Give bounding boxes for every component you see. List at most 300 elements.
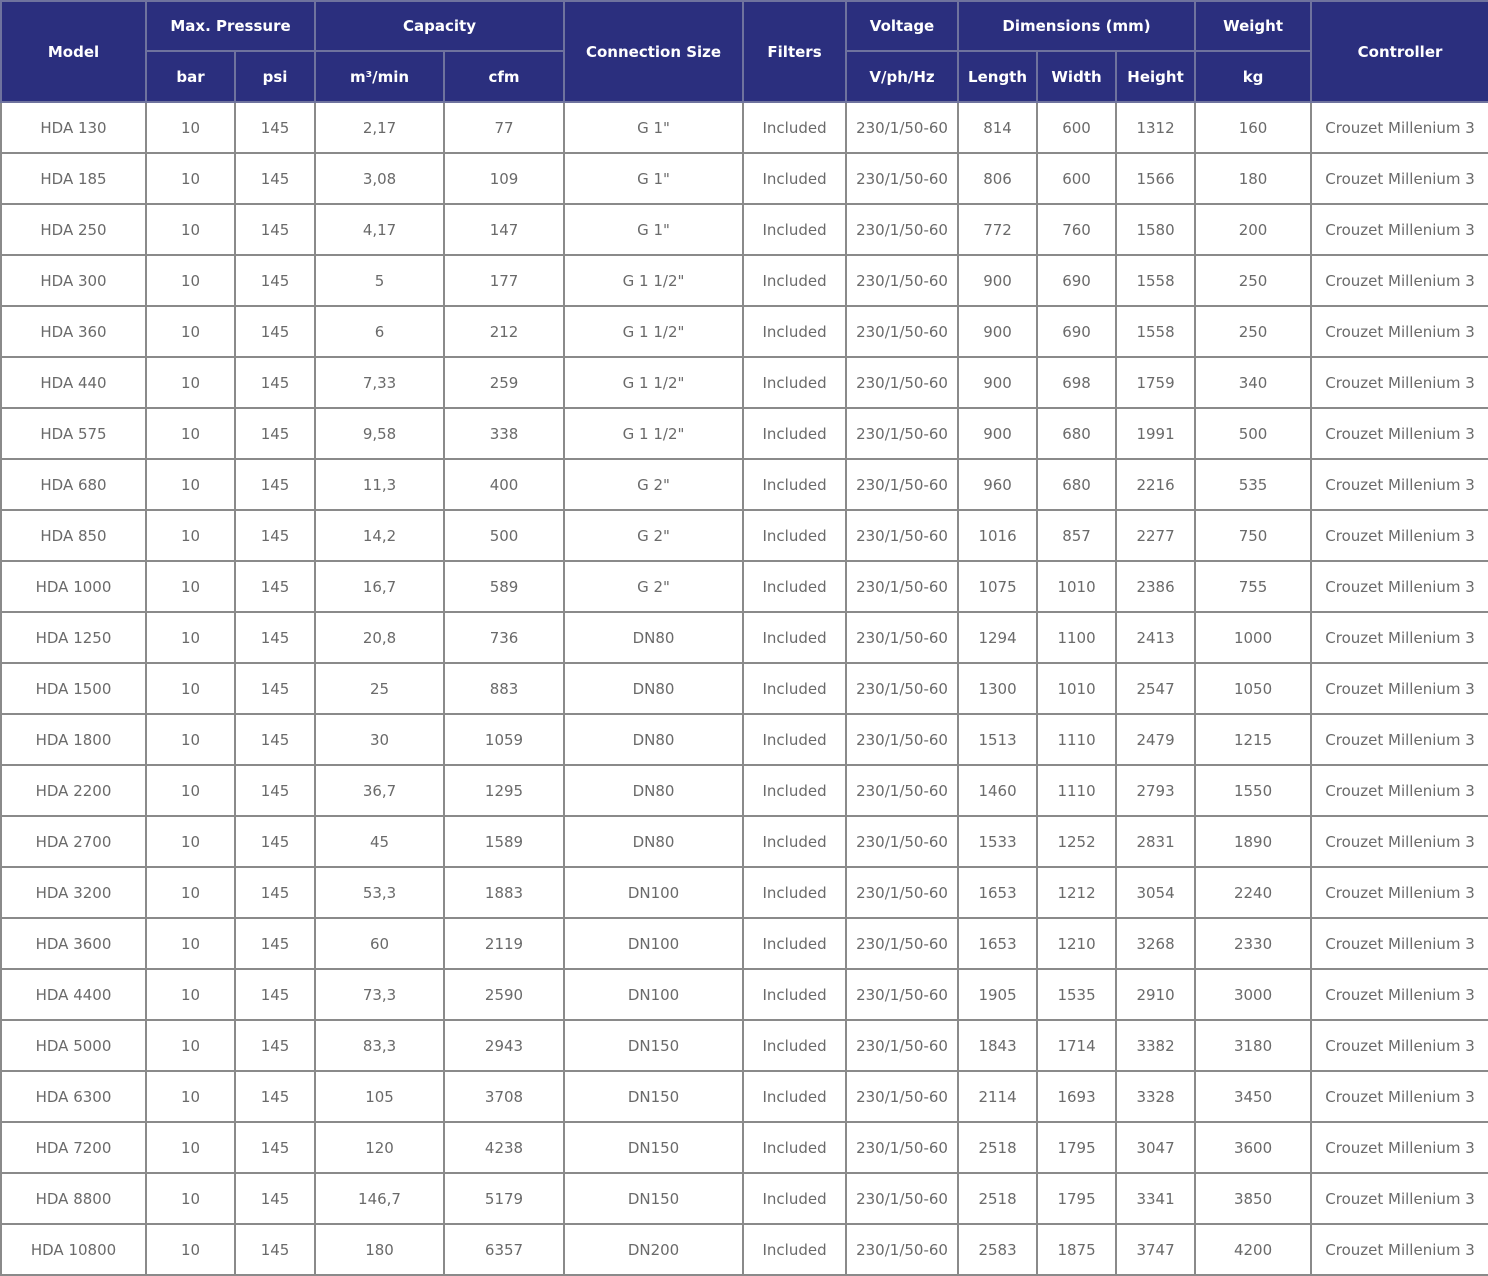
cell-length: 1843 [958, 1020, 1037, 1071]
header-cfm: cfm [444, 51, 564, 102]
cell-model: HDA 850 [1, 510, 146, 561]
cell-capacity-m3min: 5 [315, 255, 444, 306]
cell-weight: 1050 [1195, 663, 1311, 714]
cell-pressure-psi: 145 [235, 765, 315, 816]
cell-length: 806 [958, 153, 1037, 204]
header-height: Height [1116, 51, 1195, 102]
cell-length: 1294 [958, 612, 1037, 663]
header-bar: bar [146, 51, 235, 102]
header-dimensions: Dimensions (mm) [958, 1, 1195, 51]
cell-height: 1580 [1116, 204, 1195, 255]
cell-weight: 160 [1195, 102, 1311, 153]
cell-capacity-cfm: 77 [444, 102, 564, 153]
cell-capacity-m3min: 83,3 [315, 1020, 444, 1071]
cell-model: HDA 1250 [1, 612, 146, 663]
cell-height: 2277 [1116, 510, 1195, 561]
cell-connection-size: DN80 [564, 714, 743, 765]
cell-model: HDA 8800 [1, 1173, 146, 1224]
cell-voltage: 230/1/50-60 [846, 918, 958, 969]
cell-voltage: 230/1/50-60 [846, 867, 958, 918]
cell-controller: Crouzet Millenium 3 [1311, 102, 1488, 153]
cell-weight: 1550 [1195, 765, 1311, 816]
header-kg: kg [1195, 51, 1311, 102]
header-model: Model [1, 1, 146, 102]
cell-width: 698 [1037, 357, 1116, 408]
cell-connection-size: DN80 [564, 663, 743, 714]
cell-connection-size: G 1 1/2" [564, 306, 743, 357]
cell-height: 2793 [1116, 765, 1195, 816]
cell-height: 3747 [1116, 1224, 1195, 1275]
cell-length: 1075 [958, 561, 1037, 612]
cell-connection-size: DN150 [564, 1020, 743, 1071]
cell-capacity-cfm: 2943 [444, 1020, 564, 1071]
cell-model: HDA 6300 [1, 1071, 146, 1122]
cell-controller: Crouzet Millenium 3 [1311, 1071, 1488, 1122]
cell-filters: Included [743, 1020, 846, 1071]
cell-length: 2518 [958, 1122, 1037, 1173]
cell-controller: Crouzet Millenium 3 [1311, 816, 1488, 867]
cell-pressure-psi: 145 [235, 1224, 315, 1275]
cell-capacity-cfm: 212 [444, 306, 564, 357]
cell-controller: Crouzet Millenium 3 [1311, 561, 1488, 612]
cell-filters: Included [743, 408, 846, 459]
cell-voltage: 230/1/50-60 [846, 663, 958, 714]
table-row [1, 1224, 1488, 1275]
cell-pressure-psi: 145 [235, 408, 315, 459]
cell-capacity-m3min: 3,08 [315, 153, 444, 204]
cell-weight: 180 [1195, 153, 1311, 204]
table-row [1, 1173, 1488, 1224]
cell-model: HDA 360 [1, 306, 146, 357]
cell-voltage: 230/1/50-60 [846, 510, 958, 561]
cell-width: 690 [1037, 255, 1116, 306]
cell-height: 3047 [1116, 1122, 1195, 1173]
cell-capacity-m3min: 180 [315, 1224, 444, 1275]
table-row [1, 255, 1488, 306]
cell-capacity-m3min: 105 [315, 1071, 444, 1122]
table-row [1, 153, 1488, 204]
cell-width: 760 [1037, 204, 1116, 255]
cell-voltage: 230/1/50-60 [846, 561, 958, 612]
cell-filters: Included [743, 765, 846, 816]
cell-capacity-m3min: 53,3 [315, 867, 444, 918]
cell-height: 1558 [1116, 306, 1195, 357]
cell-pressure-bar: 10 [146, 153, 235, 204]
cell-capacity-m3min: 4,17 [315, 204, 444, 255]
header-vphhz: V/ph/Hz [846, 51, 958, 102]
cell-height: 3328 [1116, 1071, 1195, 1122]
cell-pressure-bar: 10 [146, 459, 235, 510]
cell-voltage: 230/1/50-60 [846, 1020, 958, 1071]
cell-pressure-psi: 145 [235, 561, 315, 612]
cell-width: 600 [1037, 102, 1116, 153]
cell-width: 1010 [1037, 663, 1116, 714]
cell-capacity-cfm: 1589 [444, 816, 564, 867]
cell-capacity-m3min: 16,7 [315, 561, 444, 612]
table-row [1, 1020, 1488, 1071]
cell-width: 1693 [1037, 1071, 1116, 1122]
cell-pressure-psi: 145 [235, 255, 315, 306]
cell-capacity-m3min: 7,33 [315, 357, 444, 408]
cell-pressure-bar: 10 [146, 1071, 235, 1122]
header-weight: Weight [1195, 1, 1311, 51]
cell-pressure-bar: 10 [146, 714, 235, 765]
cell-connection-size: DN200 [564, 1224, 743, 1275]
table-row [1, 612, 1488, 663]
cell-filters: Included [743, 204, 846, 255]
cell-connection-size: G 1 1/2" [564, 357, 743, 408]
cell-width: 1535 [1037, 969, 1116, 1020]
cell-width: 1795 [1037, 1173, 1116, 1224]
cell-capacity-m3min: 73,3 [315, 969, 444, 1020]
cell-capacity-m3min: 25 [315, 663, 444, 714]
table-row [1, 867, 1488, 918]
cell-controller: Crouzet Millenium 3 [1311, 1224, 1488, 1275]
cell-connection-size: G 1 1/2" [564, 408, 743, 459]
cell-connection-size: G 2" [564, 510, 743, 561]
header-filters: Filters [743, 1, 846, 102]
header-capacity: Capacity [315, 1, 564, 51]
cell-length: 1533 [958, 816, 1037, 867]
cell-weight: 3850 [1195, 1173, 1311, 1224]
cell-capacity-m3min: 20,8 [315, 612, 444, 663]
cell-length: 1905 [958, 969, 1037, 1020]
cell-filters: Included [743, 357, 846, 408]
cell-voltage: 230/1/50-60 [846, 816, 958, 867]
cell-height: 1558 [1116, 255, 1195, 306]
cell-connection-size: DN80 [564, 612, 743, 663]
header-max-pressure: Max. Pressure [146, 1, 315, 51]
cell-height: 2910 [1116, 969, 1195, 1020]
cell-length: 900 [958, 306, 1037, 357]
cell-pressure-bar: 10 [146, 306, 235, 357]
cell-connection-size: G 1 1/2" [564, 255, 743, 306]
cell-capacity-cfm: 500 [444, 510, 564, 561]
header-connection-size: Connection Size [564, 1, 743, 102]
cell-connection-size: DN150 [564, 1173, 743, 1224]
cell-weight: 3600 [1195, 1122, 1311, 1173]
cell-controller: Crouzet Millenium 3 [1311, 918, 1488, 969]
cell-weight: 250 [1195, 255, 1311, 306]
cell-length: 900 [958, 408, 1037, 459]
cell-capacity-m3min: 120 [315, 1122, 444, 1173]
cell-length: 1513 [958, 714, 1037, 765]
cell-connection-size: DN100 [564, 867, 743, 918]
cell-weight: 1890 [1195, 816, 1311, 867]
cell-voltage: 230/1/50-60 [846, 1173, 958, 1224]
cell-capacity-cfm: 883 [444, 663, 564, 714]
cell-length: 2518 [958, 1173, 1037, 1224]
cell-filters: Included [743, 867, 846, 918]
cell-length: 772 [958, 204, 1037, 255]
cell-capacity-m3min: 14,2 [315, 510, 444, 561]
table-row [1, 1071, 1488, 1122]
table-row [1, 306, 1488, 357]
cell-voltage: 230/1/50-60 [846, 1224, 958, 1275]
cell-weight: 1000 [1195, 612, 1311, 663]
cell-connection-size: DN150 [564, 1071, 743, 1122]
cell-height: 3382 [1116, 1020, 1195, 1071]
cell-width: 1110 [1037, 714, 1116, 765]
cell-filters: Included [743, 510, 846, 561]
cell-capacity-cfm: 4238 [444, 1122, 564, 1173]
cell-height: 3341 [1116, 1173, 1195, 1224]
cell-height: 1759 [1116, 357, 1195, 408]
cell-weight: 755 [1195, 561, 1311, 612]
cell-capacity-m3min: 9,58 [315, 408, 444, 459]
cell-height: 2216 [1116, 459, 1195, 510]
cell-capacity-cfm: 1295 [444, 765, 564, 816]
cell-pressure-bar: 10 [146, 816, 235, 867]
cell-voltage: 230/1/50-60 [846, 459, 958, 510]
cell-connection-size: DN100 [564, 969, 743, 1020]
cell-width: 1714 [1037, 1020, 1116, 1071]
cell-height: 2547 [1116, 663, 1195, 714]
cell-capacity-cfm: 2590 [444, 969, 564, 1020]
cell-width: 1110 [1037, 765, 1116, 816]
cell-width: 1210 [1037, 918, 1116, 969]
cell-capacity-cfm: 2119 [444, 918, 564, 969]
cell-pressure-psi: 145 [235, 1020, 315, 1071]
cell-pressure-psi: 145 [235, 306, 315, 357]
cell-model: HDA 680 [1, 459, 146, 510]
cell-capacity-cfm: 589 [444, 561, 564, 612]
cell-controller: Crouzet Millenium 3 [1311, 867, 1488, 918]
cell-capacity-cfm: 338 [444, 408, 564, 459]
cell-model: HDA 185 [1, 153, 146, 204]
cell-filters: Included [743, 816, 846, 867]
table-row [1, 102, 1488, 153]
table-row [1, 969, 1488, 1020]
cell-pressure-psi: 145 [235, 867, 315, 918]
cell-capacity-cfm: 6357 [444, 1224, 564, 1275]
table-row [1, 663, 1488, 714]
cell-voltage: 230/1/50-60 [846, 204, 958, 255]
cell-connection-size: DN150 [564, 1122, 743, 1173]
cell-capacity-m3min: 11,3 [315, 459, 444, 510]
cell-capacity-m3min: 36,7 [315, 765, 444, 816]
cell-filters: Included [743, 1224, 846, 1275]
cell-controller: Crouzet Millenium 3 [1311, 1020, 1488, 1071]
cell-filters: Included [743, 612, 846, 663]
cell-weight: 500 [1195, 408, 1311, 459]
table-row [1, 1122, 1488, 1173]
cell-weight: 250 [1195, 306, 1311, 357]
cell-controller: Crouzet Millenium 3 [1311, 255, 1488, 306]
table-row [1, 204, 1488, 255]
cell-pressure-psi: 145 [235, 714, 315, 765]
header-psi: psi [235, 51, 315, 102]
cell-height: 3268 [1116, 918, 1195, 969]
cell-pressure-bar: 10 [146, 102, 235, 153]
cell-pressure-bar: 10 [146, 204, 235, 255]
cell-filters: Included [743, 969, 846, 1020]
cell-filters: Included [743, 714, 846, 765]
cell-voltage: 230/1/50-60 [846, 1071, 958, 1122]
cell-model: HDA 10800 [1, 1224, 146, 1275]
cell-voltage: 230/1/50-60 [846, 765, 958, 816]
cell-pressure-psi: 145 [235, 102, 315, 153]
cell-pressure-bar: 10 [146, 408, 235, 459]
cell-filters: Included [743, 561, 846, 612]
cell-capacity-m3min: 60 [315, 918, 444, 969]
cell-controller: Crouzet Millenium 3 [1311, 357, 1488, 408]
table-row [1, 510, 1488, 561]
cell-weight: 750 [1195, 510, 1311, 561]
cell-connection-size: G 1" [564, 102, 743, 153]
cell-weight: 2240 [1195, 867, 1311, 918]
cell-pressure-psi: 145 [235, 510, 315, 561]
cell-model: HDA 250 [1, 204, 146, 255]
cell-pressure-psi: 145 [235, 204, 315, 255]
cell-pressure-bar: 10 [146, 663, 235, 714]
cell-voltage: 230/1/50-60 [846, 969, 958, 1020]
cell-pressure-psi: 145 [235, 816, 315, 867]
cell-width: 1212 [1037, 867, 1116, 918]
cell-controller: Crouzet Millenium 3 [1311, 306, 1488, 357]
cell-pressure-bar: 10 [146, 357, 235, 408]
cell-connection-size: DN100 [564, 918, 743, 969]
cell-controller: Crouzet Millenium 3 [1311, 969, 1488, 1020]
cell-length: 900 [958, 255, 1037, 306]
cell-pressure-psi: 145 [235, 1173, 315, 1224]
cell-weight: 3000 [1195, 969, 1311, 1020]
cell-model: HDA 7200 [1, 1122, 146, 1173]
cell-model: HDA 440 [1, 357, 146, 408]
header-m3min: m³/min [315, 51, 444, 102]
cell-capacity-m3min: 6 [315, 306, 444, 357]
cell-pressure-bar: 10 [146, 510, 235, 561]
cell-controller: Crouzet Millenium 3 [1311, 663, 1488, 714]
cell-model: HDA 1000 [1, 561, 146, 612]
table-row [1, 561, 1488, 612]
cell-height: 2386 [1116, 561, 1195, 612]
cell-pressure-bar: 10 [146, 1122, 235, 1173]
cell-voltage: 230/1/50-60 [846, 255, 958, 306]
cell-height: 3054 [1116, 867, 1195, 918]
cell-weight: 340 [1195, 357, 1311, 408]
cell-voltage: 230/1/50-60 [846, 612, 958, 663]
cell-width: 1010 [1037, 561, 1116, 612]
cell-controller: Crouzet Millenium 3 [1311, 459, 1488, 510]
cell-pressure-bar: 10 [146, 561, 235, 612]
cell-length: 1653 [958, 867, 1037, 918]
cell-pressure-bar: 10 [146, 612, 235, 663]
cell-pressure-bar: 10 [146, 765, 235, 816]
cell-width: 1100 [1037, 612, 1116, 663]
cell-pressure-psi: 145 [235, 357, 315, 408]
table-row [1, 765, 1488, 816]
cell-height: 2831 [1116, 816, 1195, 867]
cell-weight: 3180 [1195, 1020, 1311, 1071]
cell-weight: 2330 [1195, 918, 1311, 969]
cell-model: HDA 5000 [1, 1020, 146, 1071]
header-length: Length [958, 51, 1037, 102]
cell-height: 1566 [1116, 153, 1195, 204]
cell-length: 1016 [958, 510, 1037, 561]
cell-controller: Crouzet Millenium 3 [1311, 765, 1488, 816]
cell-filters: Included [743, 1071, 846, 1122]
cell-pressure-psi: 145 [235, 1071, 315, 1122]
cell-controller: Crouzet Millenium 3 [1311, 153, 1488, 204]
cell-capacity-cfm: 1059 [444, 714, 564, 765]
cell-width: 600 [1037, 153, 1116, 204]
cell-voltage: 230/1/50-60 [846, 102, 958, 153]
cell-capacity-cfm: 1883 [444, 867, 564, 918]
cell-model: HDA 1800 [1, 714, 146, 765]
cell-length: 2114 [958, 1071, 1037, 1122]
cell-pressure-psi: 145 [235, 663, 315, 714]
cell-filters: Included [743, 153, 846, 204]
cell-pressure-bar: 10 [146, 1020, 235, 1071]
cell-controller: Crouzet Millenium 3 [1311, 714, 1488, 765]
table-row [1, 408, 1488, 459]
cell-filters: Included [743, 255, 846, 306]
cell-filters: Included [743, 918, 846, 969]
cell-pressure-bar: 10 [146, 1173, 235, 1224]
cell-weight: 535 [1195, 459, 1311, 510]
cell-capacity-m3min: 30 [315, 714, 444, 765]
cell-length: 960 [958, 459, 1037, 510]
cell-pressure-bar: 10 [146, 867, 235, 918]
header-controller: Controller [1311, 1, 1488, 102]
cell-filters: Included [743, 1122, 846, 1173]
cell-pressure-psi: 145 [235, 153, 315, 204]
cell-width: 1875 [1037, 1224, 1116, 1275]
cell-capacity-cfm: 400 [444, 459, 564, 510]
cell-pressure-bar: 10 [146, 255, 235, 306]
cell-weight: 1215 [1195, 714, 1311, 765]
cell-connection-size: DN80 [564, 816, 743, 867]
cell-length: 1300 [958, 663, 1037, 714]
cell-filters: Included [743, 306, 846, 357]
cell-weight: 4200 [1195, 1224, 1311, 1275]
table-header [1, 1, 1488, 102]
header-width: Width [1037, 51, 1116, 102]
table-row [1, 357, 1488, 408]
cell-voltage: 230/1/50-60 [846, 408, 958, 459]
cell-controller: Crouzet Millenium 3 [1311, 408, 1488, 459]
cell-voltage: 230/1/50-60 [846, 1122, 958, 1173]
cell-pressure-psi: 145 [235, 918, 315, 969]
cell-weight: 3450 [1195, 1071, 1311, 1122]
header-voltage: Voltage [846, 1, 958, 51]
cell-capacity-m3min: 45 [315, 816, 444, 867]
cell-capacity-m3min: 2,17 [315, 102, 444, 153]
cell-model: HDA 300 [1, 255, 146, 306]
cell-controller: Crouzet Millenium 3 [1311, 1122, 1488, 1173]
cell-pressure-psi: 145 [235, 969, 315, 1020]
cell-controller: Crouzet Millenium 3 [1311, 510, 1488, 561]
cell-model: HDA 2700 [1, 816, 146, 867]
cell-capacity-cfm: 259 [444, 357, 564, 408]
cell-filters: Included [743, 459, 846, 510]
cell-model: HDA 4400 [1, 969, 146, 1020]
cell-height: 2413 [1116, 612, 1195, 663]
cell-pressure-bar: 10 [146, 1224, 235, 1275]
cell-length: 814 [958, 102, 1037, 153]
cell-width: 1795 [1037, 1122, 1116, 1173]
cell-connection-size: G 2" [564, 459, 743, 510]
cell-pressure-bar: 10 [146, 918, 235, 969]
cell-model: HDA 3200 [1, 867, 146, 918]
cell-capacity-cfm: 736 [444, 612, 564, 663]
cell-height: 1991 [1116, 408, 1195, 459]
cell-length: 1653 [958, 918, 1037, 969]
cell-weight: 200 [1195, 204, 1311, 255]
cell-pressure-psi: 145 [235, 459, 315, 510]
cell-length: 900 [958, 357, 1037, 408]
